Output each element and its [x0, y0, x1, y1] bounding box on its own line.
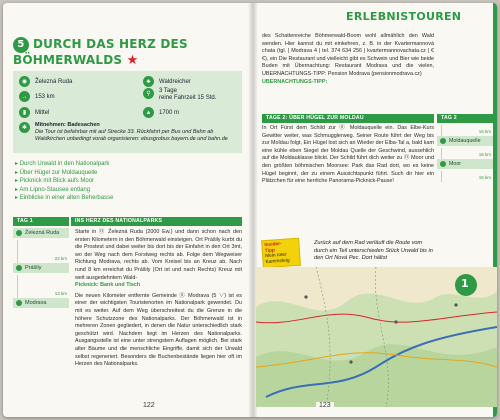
chapter-title-line2: BÖHMERWALDS — [13, 53, 123, 67]
route-map[interactable] — [256, 267, 497, 407]
list-item: ▸ Durch Urwald in den Nationalpark — [15, 160, 113, 169]
right-page — [256, 3, 497, 417]
day-stops-column: Železná Ruda 22 km Prášily 13 km Modrava — [13, 228, 69, 310]
page-number: 122 — [143, 402, 155, 409]
location-pin-icon: ◉ — [19, 76, 30, 87]
insider-tip-badge: Insider- Tipp Mein roter Kammsteig — [261, 238, 301, 269]
left-page — [3, 3, 250, 417]
map-route-marker: 1 — [461, 277, 469, 290]
stop-marker-icon — [16, 230, 22, 236]
day-column-header: TAG 2 — [437, 114, 493, 123]
section-title: ERLEBNISTOUREN — [346, 10, 462, 23]
stop-marker-icon — [440, 138, 446, 144]
list-item: ▸ Über Hügel zur Moldauquelle — [15, 169, 113, 178]
stop-marker-icon — [16, 265, 22, 271]
section-header: INS HERZ DES NATIONALPARKS — [71, 217, 242, 226]
bicycle-icon: ⚲ — [143, 88, 154, 99]
section-header: TAGE 2: ÜBER HÜGEL ZUR MOLDAU — [262, 114, 434, 123]
day-column-header: TAG 1 — [13, 217, 69, 226]
info-landscape: ♣ Waldreicher — [143, 76, 191, 87]
list-item: Modrava — [13, 298, 69, 308]
tree-icon: ♣ — [143, 76, 154, 87]
open-guidebook — [3, 3, 497, 417]
intro-text: des Schattenreiche Böhmerwald-Boom wohl allmählich den Wald wenden. Hier kannst du mit einkehren, z. B. in der Kvartermannová chata (tgl. | Modrava 4 | tel. 374 634 256 | kvartermannovachata.cz | €€), ein Die Restaurant und vielleicht gibt es Schwein und Bier wie beide Buden mit Übernachtung: Restaurant Modrava und die vielen, UBERNACHTUNGS-TIPP: Pension Modrava (pensionmodrava.cz) UBERNACHTUNGS-TIPP: — [262, 33, 434, 85]
list-item: ▸ Einblicke in einer alten Beherbasse — [15, 194, 113, 203]
chapter-title-line1: DURCH DAS HERZ DES — [33, 37, 188, 51]
info-altitude: ▲ 1700 m — [143, 107, 179, 118]
info-mitnehmen: ✱ Mitnehmen: Badesachen Die Tour ist befahrbar mit auf Strecke 33. Rückfahrt per Bus und Bahn ab Waldkirchen unbedingt vorab organisieren: ebusgrobus bayern.de und bahn.de — [19, 122, 234, 143]
backpack-icon: ✱ — [19, 122, 30, 133]
list-item: Železná Ruda — [13, 228, 69, 238]
chapter-title — [13, 37, 245, 68]
tour-highlights-list — [15, 160, 113, 203]
list-item: ▸ Picknick mit Blick aufs Moor — [15, 177, 113, 186]
list-item: Moldauquelle — [437, 136, 493, 146]
insider-tip-text: Zurück auf dem Rad verläuft die Route vom durch ein Teil unterschieden Stück Urwald bis in den Ort Nová Pec. Dort hältst — [314, 240, 433, 262]
tour-info-box — [13, 71, 242, 153]
info-difficulty: ▮ Mittel — [19, 107, 49, 118]
chapter-number-badge: 5 — [13, 37, 29, 53]
mountain-icon: ▲ — [143, 107, 154, 118]
day-stops-column: 16 km Moldauquelle 16 km Moor 15 km — [437, 125, 493, 182]
list-item: Moor — [437, 159, 493, 169]
stop-marker-icon — [440, 161, 446, 167]
page-number: 123 — [316, 402, 334, 409]
difficulty-bars-icon: ▮ — [19, 107, 30, 118]
info-start: ◉ Železná Ruda — [19, 76, 72, 87]
highlight-star-icon: ★ — [126, 53, 139, 68]
info-duration: ⚲ 3 Tage reine Fahrzeit 15 Std. — [143, 88, 216, 102]
arrow-right-icon: → — [19, 91, 30, 102]
info-distance: → 153 km — [19, 91, 55, 102]
stop-marker-icon — [16, 300, 22, 306]
list-item: Prášily — [13, 263, 69, 273]
day2-description: In Ort Fürst dem Schild zur ⓪ Moldauquelle ein. Das Elbe-Kurs Gewitter weiter, was Schmugglerweg. Seiner Route führt der Weg bis zur Moldau folgt, Ein Hügel lost sich an Wieder der Elba-Tal a, bald kam eine kühle eben Siegel der Moldau Quelle der Geschwind, aussehlich auf die Moldauklasse blickt. Der Schild führt dich weiter zu ⓪ Moor und den größten böhmischen Moorsee: Park das Rad dort, wo es keine Hügel beginnt, der zu einem Aussichtspunkt führt. Such dir hier ein Plätzchen für eine herrliche Panorama-Picknick-Pause! — [262, 125, 434, 185]
list-item: ▸ Am Lipno-Stausee entlang — [15, 186, 113, 195]
tour-description: Starte in ⓪ Železná Ruda (2000 Ew.) und dann schon nach den ersten Kilometern in den Böhmerwald einsteigen. Ort Prášily kurbt du die Prostest und dabei weiter bis dort bis der Einfahrt in den Ort 3mt, wo der Weg nach dem Forstweg rechts ab. Folge dem Wegweiser Richtung Modrava, rechts ab. Vom Kreisel bis an Kreuz ab. Nach rund 8 km erreichst du Prášily (Ort ist und nach Rechts) Kreuz mit weit ausgedehntem Wald- Picknick: Bank und Tisch Die neuen Kilometer entfernte Gemeinde ⓪ Modrava (5 ∨) ist es einer der wichtigsten Touristenorten im Nationalpark gewendet. Du mit es weiter. Auf dem Weg überschreitest du die Grenze in die höhere Schutzzone des Nationalparks. Der Böhmerwald ist in mehreren Zonen gegliedert, in denen die Natur unterschiedlich stark geschützt wird. Nachdem liegt im Herzen des Nationalparks. Ausgangsstelle ist eine unter strengstem Auflagen möglich. Bei stark alter Bäume und die menschliche Eingriffe, damit sich der Urwald selbst regeneriert. Besonders die Buchenbestände liegen hier oft im Herzen des Nationalparks. — [75, 229, 242, 368]
